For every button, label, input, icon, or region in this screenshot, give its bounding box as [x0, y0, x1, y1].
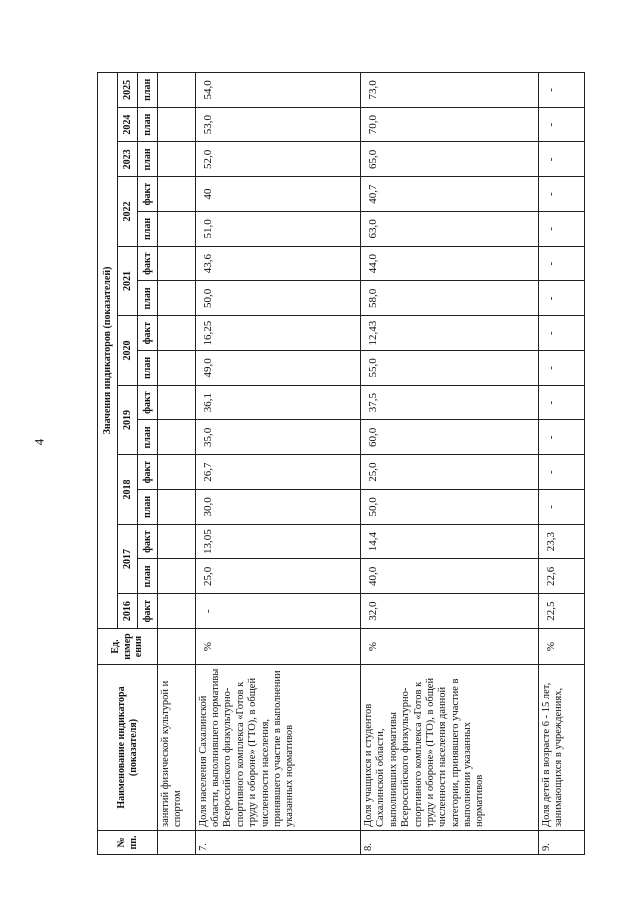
table-row: [195, 72, 360, 854]
header-year: 2023: [118, 142, 138, 177]
row-value: -: [538, 212, 584, 247]
row-value: 55,0: [361, 351, 539, 386]
row-value: 40,7: [361, 177, 539, 212]
row-value: [158, 246, 196, 281]
row-name: Доля детей в возрасте 6 - 15 лет, занимающихся в учреждениях,: [538, 665, 584, 831]
header-plan: план: [138, 212, 158, 247]
row-value: 36,1: [195, 385, 360, 420]
indicator-table: [97, 72, 585, 855]
row-unit: %: [538, 629, 584, 665]
header-year: 2016: [118, 594, 138, 629]
row-value: 52,0: [195, 142, 360, 177]
row-value: [158, 316, 196, 351]
row-value: 16,25: [195, 316, 360, 351]
header-fact: факт: [138, 177, 158, 212]
row-value: 70,0: [361, 107, 539, 142]
row-value: 26,7: [195, 455, 360, 490]
row-value: -: [538, 246, 584, 281]
row-value: [158, 420, 196, 455]
row-value: [158, 385, 196, 420]
row-value: [158, 594, 196, 629]
header-plan: план: [138, 281, 158, 316]
header-year: 2024: [118, 107, 138, 142]
row-value: 40: [195, 177, 360, 212]
table-body: [158, 72, 585, 854]
row-value: [158, 212, 196, 247]
page-number: 4: [31, 438, 47, 446]
row-value: 73,0: [361, 72, 539, 107]
header-unit: Ед. измер ения: [98, 629, 158, 665]
row-value: -: [195, 594, 360, 629]
row-value: [158, 142, 196, 177]
row-value: [158, 72, 196, 107]
row-num: 8.: [361, 831, 539, 855]
row-value: 30,0: [195, 490, 360, 525]
header-name: Наименование индикатора (показателя): [98, 665, 158, 831]
row-value: 63,0: [361, 212, 539, 247]
row-value: 32,0: [361, 594, 539, 629]
row-value: [158, 281, 196, 316]
header-plan: план: [138, 351, 158, 386]
header-year: 2022: [118, 177, 138, 247]
row-value: -: [538, 72, 584, 107]
row-value: 40,0: [361, 559, 539, 594]
header-plan: план: [138, 72, 158, 107]
row-value: 12,43: [361, 316, 539, 351]
table-row: [538, 72, 584, 854]
header-num: № пп.: [98, 831, 158, 855]
row-unit: [158, 629, 196, 665]
table-row: [158, 72, 196, 854]
row-value: 37,5: [361, 385, 539, 420]
header-year: 2019: [118, 385, 138, 455]
row-value: -: [538, 490, 584, 525]
row-value: 14,4: [361, 524, 539, 559]
row-value: -: [538, 455, 584, 490]
row-value: -: [538, 385, 584, 420]
row-value: 53,0: [195, 107, 360, 142]
row-value: 50,0: [361, 490, 539, 525]
row-value: 22,5: [538, 594, 584, 629]
row-value: 65,0: [361, 142, 539, 177]
table-row: [361, 72, 539, 854]
row-value: 23,3: [538, 524, 584, 559]
row-value: 13,05: [195, 524, 360, 559]
header-plan: план: [138, 559, 158, 594]
row-name: Доля населения Сахалинской области, выполнившего нормативы Всероссийского физкультурно-спортивного комплекса «Готов к труду и обороне» (ГТО), в общей численности населения, принявшего участие в выполнении указанных нормативов: [195, 665, 360, 831]
header-fact: факт: [138, 455, 158, 490]
row-value: 51,0: [195, 212, 360, 247]
header-year: 2025: [118, 72, 138, 107]
row-value: -: [538, 351, 584, 386]
row-name: Доля учащихся и студентов Сахалинской области, выполнивших нормативы Всероссийского физкультурно-спортивного комплекса «Готов к труду и обороне» (ГТО), в общей численности населения данной категории, принявшего участие в выполнении указанных нормативов: [361, 665, 539, 831]
row-value: -: [538, 177, 584, 212]
row-value: 22,6: [538, 559, 584, 594]
header-fact: факт: [138, 594, 158, 629]
header-fact: факт: [138, 524, 158, 559]
row-num: 7.: [195, 831, 360, 855]
header-fact: факт: [138, 316, 158, 351]
row-value: 49,0: [195, 351, 360, 386]
rotated-table-wrapper: [97, 73, 585, 855]
row-name: занятий физической культурой и спортом: [158, 665, 196, 831]
row-value: -: [538, 420, 584, 455]
row-value: 44,0: [361, 246, 539, 281]
row-num: [158, 831, 196, 855]
header-year: 2021: [118, 246, 138, 316]
row-unit: %: [361, 629, 539, 665]
row-value: -: [538, 107, 584, 142]
header-year: 2020: [118, 316, 138, 386]
header-plan: план: [138, 420, 158, 455]
header-values-title: Значения индикаторов (показателей): [98, 72, 118, 628]
row-value: -: [538, 316, 584, 351]
row-value: 60,0: [361, 420, 539, 455]
row-value: [158, 107, 196, 142]
row-value: 25,0: [195, 559, 360, 594]
header-year: 2017: [118, 524, 138, 594]
row-value: [158, 455, 196, 490]
row-value: [158, 177, 196, 212]
header-plan: план: [138, 142, 158, 177]
header-fact: факт: [138, 246, 158, 281]
row-num: 9.: [538, 831, 584, 855]
header-plan: план: [138, 107, 158, 142]
row-value: -: [538, 142, 584, 177]
header-year: 2018: [118, 455, 138, 525]
row-value: -: [538, 281, 584, 316]
row-value: [158, 490, 196, 525]
row-value: [158, 524, 196, 559]
row-value: 50,0: [195, 281, 360, 316]
row-value: [158, 559, 196, 594]
row-value: [158, 351, 196, 386]
row-value: 54,0: [195, 72, 360, 107]
row-value: 43,6: [195, 246, 360, 281]
header-fact: факт: [138, 385, 158, 420]
row-value: 25,0: [361, 455, 539, 490]
row-value: 58,0: [361, 281, 539, 316]
row-unit: %: [195, 629, 360, 665]
row-value: 35,0: [195, 420, 360, 455]
header-plan: план: [138, 490, 158, 525]
